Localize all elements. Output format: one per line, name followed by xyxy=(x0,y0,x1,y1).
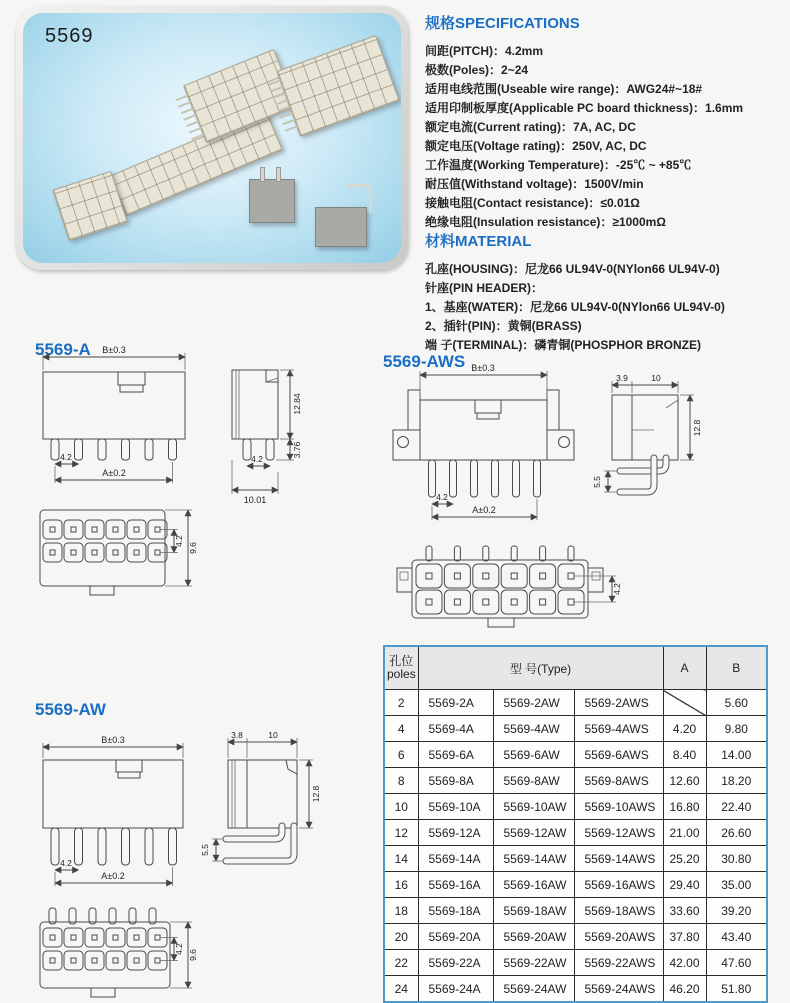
dim-a-cell: 29.40 xyxy=(663,872,706,898)
material-line: 端 子(TERMINAL)：磷青铜(PHOSPHOR BRONZE) xyxy=(425,338,701,352)
front-view-5569-a xyxy=(43,345,185,483)
dim-label-pitch: 4.2 xyxy=(60,452,72,462)
product-photo-background xyxy=(23,13,401,263)
type-aw-cell: 5569-16AW xyxy=(493,872,574,898)
table-row xyxy=(384,846,767,872)
spec-line: 额定电压(Voltage rating)：250V, AC, DC xyxy=(425,139,647,153)
type-a-cell: 5569-2A xyxy=(418,690,493,716)
poles-cell: 10 xyxy=(384,794,418,820)
type-aw-cell: 5569-12AW xyxy=(493,820,574,846)
dim-b-cell: 14.00 xyxy=(706,742,767,768)
poles-cell: 20 xyxy=(384,924,418,950)
drawing-5569-aw xyxy=(20,698,370,1000)
type-aw-cell: 5569-4AW xyxy=(493,716,574,742)
socket-grid xyxy=(416,564,584,614)
table-row xyxy=(384,820,767,846)
dim-label-pitch: 4.2 xyxy=(60,858,72,868)
dim-label-a: A±0.2 xyxy=(102,468,126,478)
dim-b-cell: 9.80 xyxy=(706,716,767,742)
type-aw-cell: 5569-8AW xyxy=(493,768,574,794)
dim-b-cell: 39.20 xyxy=(706,898,767,924)
socket-grid xyxy=(43,928,167,970)
dim-label-width: 10 xyxy=(268,730,278,740)
parts-table-body xyxy=(384,690,767,1003)
dim-label-pin-length: 3.76 xyxy=(292,441,302,459)
material-list xyxy=(425,260,787,355)
table-row xyxy=(384,872,767,898)
spec-line: 极数(Poles)：2~24 xyxy=(425,63,529,77)
poles-cell: 2 xyxy=(384,690,418,716)
side-view-5569-a xyxy=(232,370,302,505)
dim-label-width: 10.01 xyxy=(243,495,267,505)
connector-photo-2pin-rightangle xyxy=(315,207,367,247)
type-aws-cell: 5569-10AWS xyxy=(574,794,663,820)
table-row xyxy=(384,898,767,924)
poles-header xyxy=(384,646,418,690)
dim-b-cell: 22.40 xyxy=(706,794,767,820)
type-a-cell: 5569-8A xyxy=(418,768,493,794)
table-row xyxy=(384,690,767,716)
dim-label-row-pitch: 4.2 xyxy=(174,535,184,547)
spec-line: 适用印制板厚度(Applicable PC board thickness)：1.6mm xyxy=(425,101,744,115)
type-aw-cell: 5569-14AW xyxy=(493,846,574,872)
dim-b-cell: 5.60 xyxy=(706,690,767,716)
drawing-5569-aws xyxy=(370,352,790,642)
side-view-5569-aws xyxy=(592,373,702,492)
drawing-section-5569-aw xyxy=(20,698,370,1000)
type-aw-cell: 5569-24AW xyxy=(493,976,574,1003)
type-a-cell: 5569-24A xyxy=(418,976,493,1003)
type-aws-cell: 5569-12AWS xyxy=(574,820,663,846)
spec-list xyxy=(425,42,787,232)
material-line: 针座(PIN HEADER)： xyxy=(425,281,544,295)
type-aws-cell: 5569-20AWS xyxy=(574,924,663,950)
dim-label-a: A±0.2 xyxy=(101,871,125,881)
dim-label-height: 12.84 xyxy=(292,393,302,415)
dim-a-cell: 25.20 xyxy=(663,846,706,872)
dim-a-cell: 16.80 xyxy=(663,794,706,820)
front-view-5569-aw xyxy=(43,735,183,886)
specifications-title: 规格SPECIFICATIONS xyxy=(425,15,580,32)
poles-cell: 6 xyxy=(384,742,418,768)
connector-photo-2pin-vertical xyxy=(249,179,295,223)
type-aws-cell: 5569-2AWS xyxy=(574,690,663,716)
dim-a-cell: 46.20 xyxy=(663,976,706,1003)
drawing-title-5569-aw: 5569-AW xyxy=(35,700,106,719)
dim-label-lip: 3.8 xyxy=(231,730,243,740)
poles-header-cn: 孔位 xyxy=(389,654,414,668)
dim-b-cell: 18.20 xyxy=(706,768,767,794)
type-aw-cell: 5569-2AW xyxy=(493,690,574,716)
dim-b-header: B xyxy=(706,646,767,690)
poles-cell: 14 xyxy=(384,846,418,872)
product-code-label: 5569 xyxy=(45,25,94,47)
spec-line: 接触电阻(Contact resistance)：≤0.01Ω xyxy=(425,196,640,210)
poles-cell: 24 xyxy=(384,976,418,1003)
type-aws-cell: 5569-24AWS xyxy=(574,976,663,1003)
dim-a-header: A xyxy=(663,646,706,690)
dim-b-cell: 51.80 xyxy=(706,976,767,1003)
material-section xyxy=(425,230,787,355)
face-view-5569-a xyxy=(40,510,198,595)
drawing-title-5569-a: 5569-A xyxy=(35,340,91,359)
front-view-5569-aws xyxy=(393,363,574,520)
material-line: 1、基座(WATER)：尼龙66 UL94V-0(NYlon66 UL94V-0) xyxy=(425,300,725,314)
drawing-title-5569-aws: 5569-AWS xyxy=(383,352,466,371)
connector-photo-header-large xyxy=(276,35,400,137)
dim-label-pitch: 4.2 xyxy=(251,454,263,464)
table-row xyxy=(384,716,767,742)
product-photo-frame xyxy=(16,6,408,270)
dim-b-cell: 35.00 xyxy=(706,872,767,898)
header-pins-top xyxy=(426,546,574,561)
dim-label-a: A±0.2 xyxy=(472,505,496,515)
parts-table xyxy=(383,645,768,1003)
type-aws-cell: 5569-8AWS xyxy=(574,768,663,794)
table-row xyxy=(384,950,767,976)
dim-label-b: B±0.3 xyxy=(102,345,126,355)
type-aws-cell: 5569-6AWS xyxy=(574,742,663,768)
dim-a-cell xyxy=(663,690,706,716)
table-row xyxy=(384,794,767,820)
material-title: 材料MATERIAL xyxy=(425,233,532,250)
face-view-5569-aw xyxy=(40,908,198,997)
table-row xyxy=(384,976,767,1003)
type-a-cell: 5569-18A xyxy=(418,898,493,924)
connector-pin xyxy=(260,167,265,182)
type-a-cell: 5569-20A xyxy=(418,924,493,950)
drawing-section-5569-a xyxy=(20,340,370,640)
dim-a-cell: 12.60 xyxy=(663,768,706,794)
poles-cell: 22 xyxy=(384,950,418,976)
poles-cell: 12 xyxy=(384,820,418,846)
dim-a-cell: 21.00 xyxy=(663,820,706,846)
spec-line: 间距(PITCH)：4.2mm xyxy=(425,44,544,58)
side-view-5569-aw xyxy=(200,730,321,861)
dim-label-b: B±0.3 xyxy=(471,363,495,373)
type-aws-cell: 5569-4AWS xyxy=(574,716,663,742)
spec-line: 额定电流(Current rating)：7A, AC, DC xyxy=(425,120,636,134)
dim-b-cell: 26.60 xyxy=(706,820,767,846)
dim-label-row-pitch: 4.2 xyxy=(612,583,622,595)
type-a-cell: 5569-16A xyxy=(418,872,493,898)
dim-label-width: 10 xyxy=(651,373,661,383)
spec-line: 绝缘电阻(Insulation resistance)：≥1000mΩ xyxy=(425,215,666,229)
dim-label-row-pitch: 4.2 xyxy=(174,943,184,955)
type-aws-cell: 5569-18AWS xyxy=(574,898,663,924)
spec-line: 耐压值(Withstand voltage)：1500V/min xyxy=(425,177,644,191)
dim-label-lip: 3.9 xyxy=(616,373,628,383)
type-aws-cell: 5569-22AWS xyxy=(574,950,663,976)
type-aws-cell: 5569-14AWS xyxy=(574,846,663,872)
dim-label-height: 12.8 xyxy=(692,419,702,437)
material-line: 孔座(HOUSING)：尼龙66 UL94V-0(NYlon66 UL94V-0) xyxy=(425,262,720,276)
dim-a-cell: 4.20 xyxy=(663,716,706,742)
spec-line: 适用电线范围(Useable wire range)：AWG24#~18# xyxy=(425,82,703,96)
specifications-section xyxy=(425,12,787,232)
dim-b-cell: 43.40 xyxy=(706,924,767,950)
poles-cell: 16 xyxy=(384,872,418,898)
dim-label-height: 12.8 xyxy=(311,785,321,803)
type-a-cell: 5569-12A xyxy=(418,820,493,846)
dim-a-cell: 8.40 xyxy=(663,742,706,768)
dim-label-leg: 5.5 xyxy=(200,844,210,856)
dim-label-face-height: 9.6 xyxy=(188,542,198,554)
socket-grid xyxy=(43,520,167,562)
dim-label-pitch: 4.2 xyxy=(436,492,448,502)
type-a-cell: 5569-4A xyxy=(418,716,493,742)
table-row xyxy=(384,768,767,794)
poles-cell: 4 xyxy=(384,716,418,742)
dim-a-cell: 37.80 xyxy=(663,924,706,950)
dim-a-cell: 42.00 xyxy=(663,950,706,976)
table-row xyxy=(384,924,767,950)
drawing-5569-a xyxy=(20,340,370,612)
poles-header-en: poles xyxy=(387,667,416,681)
table-row xyxy=(384,742,767,768)
type-aw-cell: 5569-6AW xyxy=(493,742,574,768)
drawing-section-5569-aws xyxy=(370,352,790,642)
dim-a-cell: 33.60 xyxy=(663,898,706,924)
dim-b-cell: 47.60 xyxy=(706,950,767,976)
poles-cell: 8 xyxy=(384,768,418,794)
type-aw-cell: 5569-10AW xyxy=(493,794,574,820)
type-aw-cell: 5569-22AW xyxy=(493,950,574,976)
table-header-row xyxy=(384,646,767,690)
dim-b-cell: 30.80 xyxy=(706,846,767,872)
material-line: 2、插针(PIN)：黄铜(BRASS) xyxy=(425,319,582,333)
connector-pins xyxy=(174,92,204,140)
dim-label-leg: 5.5 xyxy=(592,476,602,488)
type-aws-cell: 5569-16AWS xyxy=(574,872,663,898)
type-aw-cell: 5569-18AW xyxy=(493,898,574,924)
type-header: 型 号(Type) xyxy=(418,646,663,690)
type-aw-cell: 5569-20AW xyxy=(493,924,574,950)
connector-pin xyxy=(276,167,281,182)
type-a-cell: 5569-10A xyxy=(418,794,493,820)
poles-cell: 18 xyxy=(384,898,418,924)
dim-label-face-height: 9.6 xyxy=(188,949,198,961)
bent-pin-wire xyxy=(347,184,372,213)
dim-label-b: B±0.3 xyxy=(101,735,125,745)
type-a-cell: 5569-6A xyxy=(418,742,493,768)
face-view-5569-aws xyxy=(397,546,622,627)
type-a-cell: 5569-22A xyxy=(418,950,493,976)
type-a-cell: 5569-14A xyxy=(418,846,493,872)
spec-line: 工作温度(Working Temperature)：-25℃ ~ +85℃ xyxy=(425,158,692,172)
